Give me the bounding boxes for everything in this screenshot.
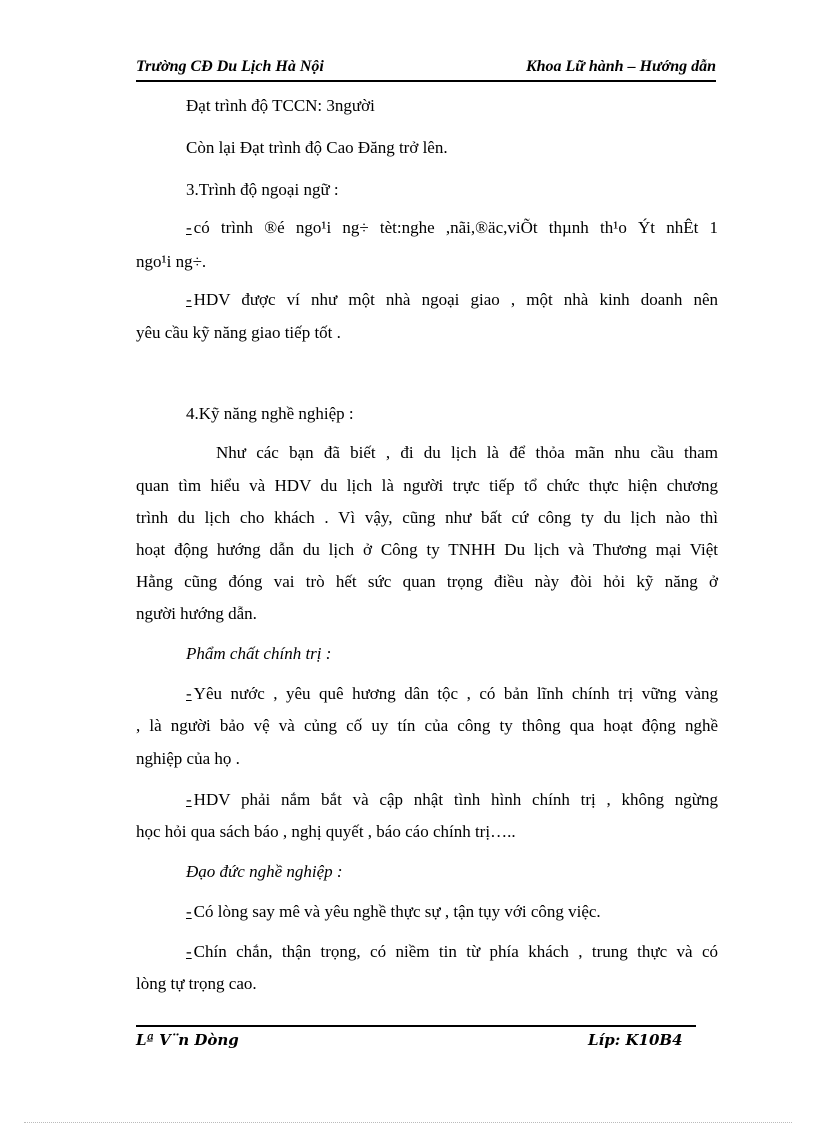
paragraph-line: Có lòng say mê và yêu nghề thực sự , tận tụy với công việc.: [193, 902, 601, 921]
paragraph-line: HDV được ví như một nhà ngoại giao , một nhà kinh doanh nên: [193, 290, 718, 309]
paragraph-line: Hằng cũng đóng vai trò hết sức quan trọng điều này đòi hỏi kỹ năng ở: [136, 572, 718, 591]
document-body: [136, 0, 718, 1000]
list-dash: -: [186, 942, 192, 961]
paragraph-line: Chín chắn, thận trọng, có niềm tin từ phía khách , trung thực và có: [193, 942, 718, 961]
header-department: Khoa Lữ hành – Hướng dẫn: [525, 58, 716, 75]
paragraph-line: yêu cầu kỹ năng giao tiếp tốt .: [136, 323, 341, 342]
list-dash: -: [186, 684, 192, 703]
paragraph-line: lòng tự trọng cao.: [136, 974, 257, 993]
paragraph-line: HDV phải nắm bắt và cập nhật tình hình chính trị , không ngừng: [193, 790, 718, 809]
list-item: [186, 684, 718, 704]
list-item: [186, 902, 601, 922]
list-item: [186, 942, 718, 962]
paragraph-line: học hỏi qua sách báo , nghị quyết , báo cáo chính trị…..: [136, 822, 516, 841]
paragraph-line: hoạt động hướng dẫn du lịch ở Công ty TNHH Du lịch và Thương mại Việt: [136, 540, 718, 559]
list-item: [186, 218, 718, 238]
paragraph-line: ngo¹i ng÷.: [136, 252, 207, 271]
footer-divider: [136, 1025, 696, 1027]
paragraph-line: Yêu nước , yêu quê hương dân tộc , có bản lĩnh chính trị vững vàng: [193, 684, 718, 703]
header-school-name: Trường CĐ Du Lịch Hà Nội: [136, 58, 324, 75]
paragraph-line: , là người bảo vệ và củng cố uy tín của công ty thông qua hoạt động nghề: [136, 716, 718, 735]
list-dash: -: [186, 902, 192, 921]
paragraph-line: trình du lịch cho khách . Vì vậy, cũng như bất cứ công ty du lịch nào thì: [136, 508, 718, 527]
section-heading: 4.Kỹ năng nghề nghiệp :: [186, 404, 354, 423]
list-dash: -: [186, 218, 192, 237]
list-dash: -: [186, 790, 192, 809]
section-heading: 3.Trình độ ngoại ngữ :: [186, 180, 339, 199]
subsection-heading: Đạo đức nghề nghiệp :: [186, 862, 343, 881]
paragraph-line: Như các bạn đã biết , đi du lịch là để thỏa mãn nhu cầu tham: [216, 443, 718, 462]
paragraph-line: Còn lại Đạt trình độ Cao Đăng trở lên.: [186, 138, 448, 157]
footer-author: Lª V¨n Dòng: [136, 1031, 239, 1049]
list-item: [186, 790, 718, 810]
paragraph-line: Đạt trình độ TCCN: 3người: [186, 96, 375, 115]
paragraph-line: nghiệp của họ .: [136, 749, 240, 768]
list-item: [186, 290, 718, 310]
paragraph-line: người hướng dẫn.: [136, 604, 257, 623]
paragraph-line: quan tìm hiểu và HDV du lịch là người trực tiếp tổ chức thực hiện chương: [136, 476, 718, 495]
list-dash: -: [186, 290, 192, 309]
footer-class: Líp: K10B4: [588, 1031, 683, 1049]
subsection-heading: Phẩm chất chính trị :: [186, 644, 332, 663]
paragraph-line: có trình ®é ngo¹i ng÷ tèt:nghe ,nãi,®äc,viÕt thµnh th¹o Ýt nhÊt 1: [193, 218, 718, 237]
